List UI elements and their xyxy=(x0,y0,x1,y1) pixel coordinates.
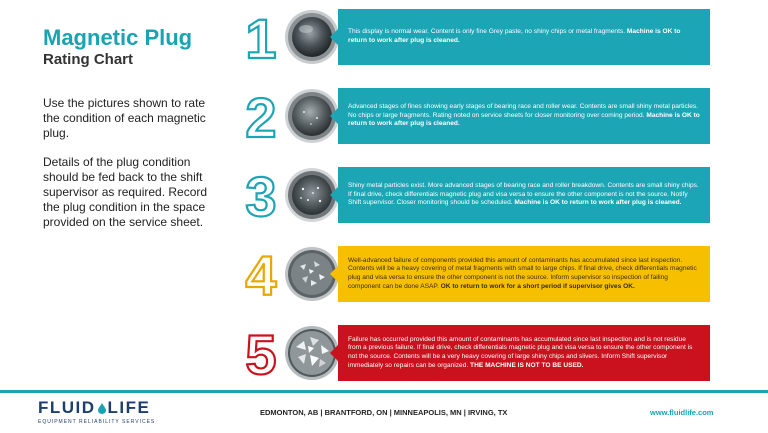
rating-row-2 xyxy=(238,88,720,144)
svg-text:3: 3 xyxy=(245,167,277,223)
rating-description-3: Shiny metal particles exist. More advanced stages of bearing race and roller breakdown. Contents are small shiny chips. If final drive, check differentials magnetic plug and visa versa to ensure the other component is not the source. Notify Shift supervisor. Closer monitoring should be scheduled. Machine is OK to return to work after plug is cleaned. xyxy=(338,167,710,223)
left-panel xyxy=(43,26,223,230)
page-subtitle: Rating Chart xyxy=(43,51,133,68)
rating-number-5 xyxy=(238,325,284,381)
rating-number-3 xyxy=(238,167,284,223)
droplet-icon xyxy=(98,399,106,410)
instruction-paragraph-1: Use the pictures shown to rate the condition of each magnetic plug. xyxy=(43,96,206,140)
locations-text: EDMONTON, AB | BRANTFORD, ON | MINNEAPOLIS, MN | IRVING, TX xyxy=(260,408,508,417)
svg-text:2: 2 xyxy=(245,88,277,144)
fluid-life-logo: FLUID LIFE EQUIPMENT RELIABILITY SERVICES xyxy=(38,398,156,425)
rating-description-5: Failure has occurred provided this amount of contaminants has accumulated since last inspection and is not residue from a previous failure. If final drive, check differentials magnetic plug and visa versa to ensure the other component is not the source. Contents will be a very heavy covering of large shiny chips and slivers. Inform Shift supervisor immediately so repairs can be organized. THE MACHINE IS NOT TO BE USED. xyxy=(338,325,710,381)
instruction-paragraph-2: Details of the plug condition should be fed back to the shift supervisor as required. Record the plug condition in the space provided on the service sheet. xyxy=(43,155,208,229)
page-title: Magnetic Plug xyxy=(43,25,193,50)
website-link[interactable]: www.fluidlife.com xyxy=(650,408,714,417)
rating-row-4 xyxy=(238,246,720,302)
logo-tagline: EQUIPMENT RELIABILITY SERVICES xyxy=(38,419,156,425)
rating-number-1 xyxy=(238,9,284,65)
footer-divider xyxy=(0,390,768,393)
rating-description-2: Advanced stages of fines showing early stages of bearing race and roller wear. Contents are small shiny metal particles. No chips or large fragments. Rating noted on service sheets for closer monitoring over coming period. Machine is OK to return to work after plug is cleaned. xyxy=(338,88,710,144)
rating-description-1: This display is normal wear. Content is only fine Grey paste, no shiny chips or metal fragments. Machine is OK to return to work after plug is cleaned. xyxy=(338,9,710,65)
rating-row-3 xyxy=(238,167,720,223)
rating-row-5 xyxy=(238,325,720,381)
rating-row-1 xyxy=(238,9,720,65)
svg-text:5: 5 xyxy=(245,325,277,381)
rating-number-4 xyxy=(238,246,284,302)
svg-text:1: 1 xyxy=(245,9,277,65)
rating-number-2 xyxy=(238,88,284,144)
svg-text:4: 4 xyxy=(245,246,277,302)
rating-description-4: Well-advanced failure of components provided this amount of contaminants has accumulated since last inspection. Contents will be a heavy covering of metal fragments with small to large chips. If final drive, check differentials magnetic plug and visa versa to ensure the other component is not the source. Inform supervisor so inspection of failing component can be done ASAP. OK to return to work for a short period if supervisor gives OK. xyxy=(338,246,710,302)
